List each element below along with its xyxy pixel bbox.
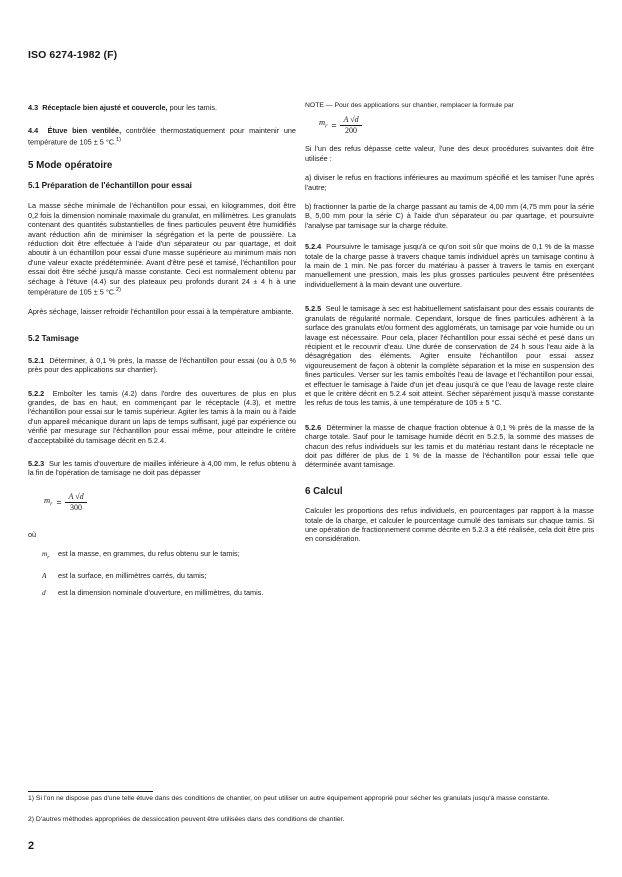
clause-5-2-1: [28, 356, 296, 375]
formula-200: [305, 112, 594, 138]
definition-d-text: est la dimension nominale d'ouverture, en millimètres, du tamis.: [58, 588, 264, 598]
clause-4-3: [28, 103, 296, 112]
definition-mr: [28, 549, 296, 563]
formula-300-equals: =: [56, 497, 62, 508]
clause-5-2-2-text: Emboîter les tamis (4.2) dans l'ordre des ouvertures de plus en plus grandes, de bas en haut, en commençant par le réceptacle (4.3), et mettre l'échantillon pour essai sur le tamis supérieur. Agiter les tamis à la main ou à l'aide d'un appareil mécanique durant un laps de temps suffisant, jugé par expérience ou vérifié par mesurage sur l'échantillon pour essai même, pour atteindre le critère d'acceptabilité du tamisage décrit en 5.2.4.: [28, 388, 296, 445]
formula-300-m: m: [44, 494, 51, 505]
clause-5-2-1-number: 5.2.1: [28, 355, 45, 365]
section-5-1-paragraph-1-text: La masse sèche minimale de l'échantillon pour essai, en kilogrammes, doit être 0,2 fois la dimension nominale maximale du granulat, en millimètres. Les granulats contenant des quantités substantielles de fines particules peuvent être humidifiés avant réduction afin de minimiser la ségrégation et la perte de poussière. La réduction doit être effectuée à l'aide d'un séparateur ou par quartage, et doit aboutir à un échantillon pour essai d'une masse supérieure au minimum mais non d'une valeur exacte prédéterminée. Avant d'être pesé et tamisé, l'échantillon pour essai doit être séché jusqu'à masse constante. Ceci est normalement obtenu par séchage à l'étuve (4.4) sur des plateaux peu profonds durant 24 ± 4 h à une température de 105 ± 5 °C.: [28, 201, 296, 297]
formula-300-sub: r: [50, 501, 53, 508]
formula-200-sub: r: [325, 124, 328, 131]
procedure-a: a) diviser le refus en fractions inférieures au maximum spécifié et les tamiser l'une après l'autre;: [305, 173, 594, 192]
section-5-1-paragraph-1: [28, 201, 296, 296]
clause-5-2-6-number: 5.2.6: [305, 422, 322, 432]
footnote-ref-1: 1): [116, 136, 121, 143]
definition-mr-symbol: [42, 549, 56, 563]
clause-4-3-text: pour les tamis.: [169, 103, 218, 112]
formula-200-numerator: A √d: [340, 115, 361, 126]
section-5-1-paragraph-2: Après séchage, laisser refroidir l'échantillon pour essai à la température ambiante.: [28, 306, 294, 316]
footnote-2: 2) D'autres méthodes appropriées de dessiccation peuvent être utilisées dans des conditions de chantier.: [28, 816, 345, 823]
definition-mr-text: est la masse, en grammes, du refus obtenu sur le tamis;: [58, 549, 240, 559]
footnote-rule: [28, 791, 153, 792]
formula-300-numerator: A √d: [65, 492, 86, 503]
definition-d: [28, 588, 296, 597]
section-6-heading: 6 Calcul: [305, 485, 343, 497]
clause-5-2-6-text: Déterminer la masse de chaque fraction obtenue à 0,1 % près de la masse de la charge totale. Sauf pour le tamisage humide décrit en 5.2.5, la somme des masses de chacun des refus individuels sur les tamis et du matériau restant dans le réceptacle ne doit pas différer de plus de 1 % de la masse de l'échantillon pour essai telle que déterminée avant tamisage.: [305, 422, 595, 470]
formula-200-m: m: [319, 117, 326, 128]
clause-5-2-2: [28, 389, 296, 445]
clause-5-2-4-text: Poursuivre le tamisage jusqu'à ce qu'on soit sûr que moins de 0,1 % de la masse totale de la charge passe à travers chaque tamis individuel après un tamisage continu à la main de 1 min. Ne pas forcer du matériau à passer à travers le tamis en exerçant manuellement une pression, mais les plus grosses particules peuvent être présentées individuellement à la main devant une ouverture.: [305, 242, 595, 289]
formula-300-denominator: 300: [70, 503, 83, 513]
clause-4-4-text: contrôlée thermostatiquement pour maintenir une température de 105 ± 5 °C.: [28, 126, 296, 147]
clause-4-3-number: 4.3: [28, 103, 39, 112]
clause-4-4: [28, 126, 296, 146]
section-5-1-heading: 5.1 Préparation de l'échantillon pour essai: [28, 181, 192, 191]
page-number: 2: [28, 840, 35, 852]
section-5-2-heading: 5.2 Tamisage: [28, 334, 79, 344]
formula-200-lhs: [319, 118, 327, 132]
formula-300-fraction: [65, 492, 86, 513]
clause-5-2-1-text: Déterminer, à 0,1 % près, la masse de l'échantillon pour essai (ou à 0,5 % près pour des applications sur chantier).: [28, 355, 296, 375]
clause-5-2-5: [305, 304, 594, 407]
procedure-b: b) fractionner la partie de la charge passant au tamis de 4,00 mm (4,75 mm pour la série B, 5,00 mm pour la série C) à l'aide d'un séparateur ou par quartage, et poursuivre l'analyse par tamisage sur la charge réduite.: [305, 202, 594, 230]
definition-a-symbol: A: [42, 571, 47, 581]
section-5-heading: 5 Mode opératoire: [28, 159, 113, 171]
definition-mr-sub: r: [47, 554, 50, 561]
clause-5-2-5-text: Seul le tamisage à sec est habituellement satisfaisant pour des essais courants de granulats de régularité normale. Cependant, lorsque de fines particules adhèrent à la surface des granulats et/ou forment des agglomérats, un tamisage par voie humide ou un lavage est nécessaire. Pour cela, placer l'échantillon pour essai séché et pesé dans un récipient et le recouvrir d'eau. Une durée de conservation de 24 h sous l'eau aide à la désagrégation des éléments. Agiter ensuite l'échantillon pour essai assez vigoureusement de façon à obtenir la complète séparation et la mise en suspension des fines particules. Verser sur les tamis emboîtés l'eau de lavage et l'échantillon pour essai, et effectuer le tamisage à l'aide d'un jet d'eau jusqu'à ce que l'eau de lavage reste claire et que le critère décrit en 5.2.4 soit atteint. Sécher séparément jusqu'à masse constante les refus de tous les tamis, à une température de 105 ± 5 °C.: [305, 304, 594, 408]
procedures-intro: Si l'un des refus dépasse cette valeur, l'une des deux procédures suivantes doit être utilisée :: [305, 144, 594, 163]
clause-5-2-6: [305, 423, 594, 470]
clause-5-2-4: [305, 242, 594, 289]
clause-4-3-title: Réceptacle bien ajusté et couvercle,: [42, 103, 168, 112]
formula-200-fraction: [340, 115, 361, 136]
clause-5-2-3-number: 5.2.3: [28, 459, 45, 468]
clause-4-4-number: 4.4: [28, 126, 39, 136]
left-column: [28, 101, 296, 598]
clause-5-2-3: [28, 459, 296, 478]
where-label: où: [28, 529, 37, 539]
right-column: [305, 101, 594, 544]
note-site-applications: NOTE — Pour des applications sur chantier, remplacer la formule par: [305, 102, 514, 109]
clause-5-2-5-number: 5.2.5: [305, 304, 322, 314]
definition-a: [28, 571, 296, 580]
formula-300: [28, 488, 296, 518]
definition-a-text: est la surface, en millimètres carrés, du tamis;: [58, 571, 207, 581]
definition-d-symbol: d: [42, 588, 46, 598]
section-6-text: Calculer les proportions des refus individuels, en pourcentages par rapport à la masse totale de la charge, et calculer le pourcentage cumulé des tamisats sur chaque tamis. Si une opération de fractionnement comme décrite en 5.2.3 a été réalisée, cela doit être pris en considération.: [305, 506, 594, 544]
formula-200-denominator: 200: [345, 125, 358, 135]
document-header: ISO 6274-1982 (F): [28, 49, 118, 61]
formula-300-lhs: [44, 496, 52, 510]
clause-5-2-3-text: Sur les tamis d'ouverture de mailles inférieure à 4,00 mm, le refus obtenu à la fin de l'opération de tamisage ne doit pas dépasser: [28, 459, 297, 478]
clause-5-2-4-number: 5.2.4: [305, 242, 322, 252]
footnote-ref-2: 2): [116, 287, 121, 294]
clause-4-4-title: Étuve bien ventilée,: [47, 126, 122, 136]
formula-200-equals: =: [331, 119, 337, 130]
definition-mr-m: m: [42, 549, 48, 559]
footnote-1: 1) Si l'on ne dispose pas d'une telle étuve dans des conditions de chantier, on peut utiliser un autre équipement approprié pour sécher les granulats jusqu'à masse constante.: [28, 795, 550, 802]
clause-5-2-2-number: 5.2.2: [28, 388, 45, 398]
